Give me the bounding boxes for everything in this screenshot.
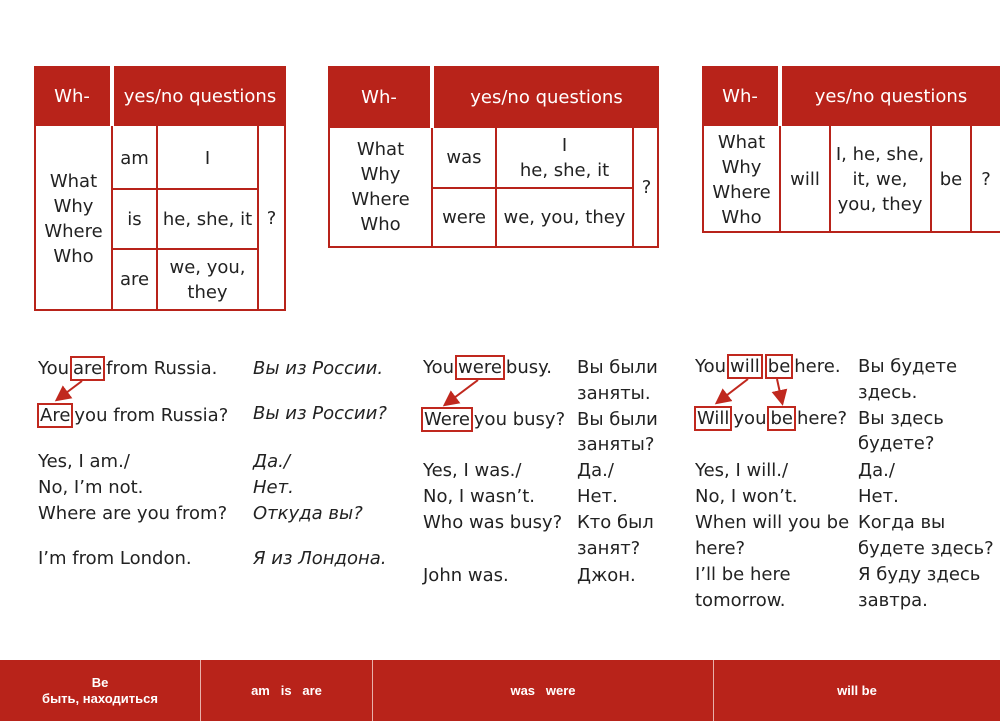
sentence-you-are: You are from Russia.: [38, 358, 218, 379]
translation-3b: здесь.: [858, 382, 918, 403]
answer-tomorrow-1: I’ll be here: [695, 564, 791, 585]
table1-header-yn: yes/no questions: [114, 66, 286, 126]
ru-where: Откуда вы?: [253, 503, 363, 524]
table2-question-mark: ?: [641, 176, 652, 198]
footer-past: was were: [510, 682, 576, 698]
translation-3c: Вы здесь: [858, 408, 944, 429]
ru3-tomorrow-1: Я буду здесь: [858, 564, 981, 585]
table3-subjects: I, he, she, it, we, you, they: [835, 144, 925, 215]
translation-2c: Вы были: [577, 409, 658, 430]
table2-verb-was: was: [446, 147, 482, 168]
ru3-yes: Да./: [858, 460, 895, 481]
translation-1: Вы из России.: [253, 358, 384, 379]
table3-header-yn: yes/no questions: [782, 66, 1000, 126]
footer-be: Be быть, находиться: [42, 674, 158, 706]
ru3-when: Когда вы: [858, 512, 946, 533]
table1-question-mark: ?: [266, 208, 277, 229]
footer-future: will be: [837, 682, 877, 698]
sentence-you-will-be: You will be here.: [695, 356, 841, 377]
answer-london: I’m from London.: [38, 548, 192, 569]
question-when-1: When will you be: [695, 512, 850, 533]
table3-verb-will: will: [790, 169, 820, 190]
arrow-were: [446, 380, 478, 404]
sentence-will-you-be: Will you be here?: [693, 406, 847, 432]
ru3-here: будете здесь?: [858, 538, 994, 559]
answer-no: No, I’m not.: [38, 477, 144, 498]
answer-yes-was: Yes, I was./: [423, 460, 522, 481]
ru2-john: Джон.: [577, 565, 636, 586]
footer-present: am is are: [251, 682, 322, 698]
table2-verb-were: were: [442, 207, 486, 228]
question-who-busy: Who was busy?: [423, 512, 563, 533]
translation-3a: Вы будете: [858, 356, 958, 377]
table2-wh-words: What Why Where Who: [351, 139, 410, 235]
translation-2a: Вы были: [577, 357, 658, 378]
translation-2b: заняты.: [577, 383, 651, 404]
table1-verb-am: am: [120, 147, 149, 169]
table2-header-wh: Wh-: [328, 66, 430, 128]
table3-header-wh: Wh-: [702, 66, 778, 126]
table1-verb-is: is: [127, 208, 142, 230]
answer-john: John was.: [423, 565, 509, 586]
arrow-will: [718, 379, 748, 402]
table1-subj-we: we, you, they: [169, 256, 246, 303]
answer-no-wasnt: No, I wasn’t.: [423, 486, 535, 507]
answer-tomorrow-2: tomorrow.: [695, 590, 786, 611]
table1-subj-i: I: [204, 147, 211, 169]
table2-subj-was: I he, she, it: [519, 134, 610, 181]
ru2-yes: Да./: [577, 460, 614, 481]
translation-2d: заняты?: [577, 434, 655, 455]
table2-subj-were: we, you, they: [503, 207, 626, 228]
table1-subj-he: he, she, it: [162, 208, 253, 230]
ru3-tomorrow-2: завтра.: [858, 590, 928, 611]
translation-2: Вы из России?: [253, 403, 387, 424]
answer-yes-will: Yes, I will./: [695, 460, 789, 481]
table3-question-mark: ?: [981, 169, 991, 190]
ru-no: Нет.: [253, 477, 294, 498]
sentence-you-were: You were busy.: [423, 357, 552, 378]
sentence-were-you: Were you busy?: [420, 407, 565, 433]
ru-yes: Да./: [253, 451, 290, 472]
arrow-are: [58, 381, 82, 399]
answer-no-wont: No, I won’t.: [695, 486, 798, 507]
ru2-who: Кто был: [577, 512, 654, 533]
ru3-no: Нет.: [858, 486, 899, 507]
ru2-no: Нет.: [577, 486, 618, 507]
ru2-busy: занят?: [577, 538, 641, 559]
table1-verb-are: are: [119, 269, 150, 290]
question-where: Where are you from?: [38, 503, 228, 524]
table1-header-wh: Wh-: [34, 66, 110, 126]
translation-3d: будете?: [858, 433, 935, 454]
ru-london: Я из Лондона.: [253, 548, 387, 569]
table1-wh-words: What Why Where Who: [44, 170, 103, 267]
table3-wh-words: What Why Where Who: [712, 131, 771, 228]
answer-yes: Yes, I am./: [38, 451, 130, 472]
sentence-are-you: Are you from Russia?: [36, 403, 228, 429]
question-when-2: here?: [695, 538, 746, 559]
arrow-be: [777, 379, 782, 402]
table2-header-yn: yes/no questions: [434, 66, 659, 128]
table3-be: be: [939, 169, 963, 190]
